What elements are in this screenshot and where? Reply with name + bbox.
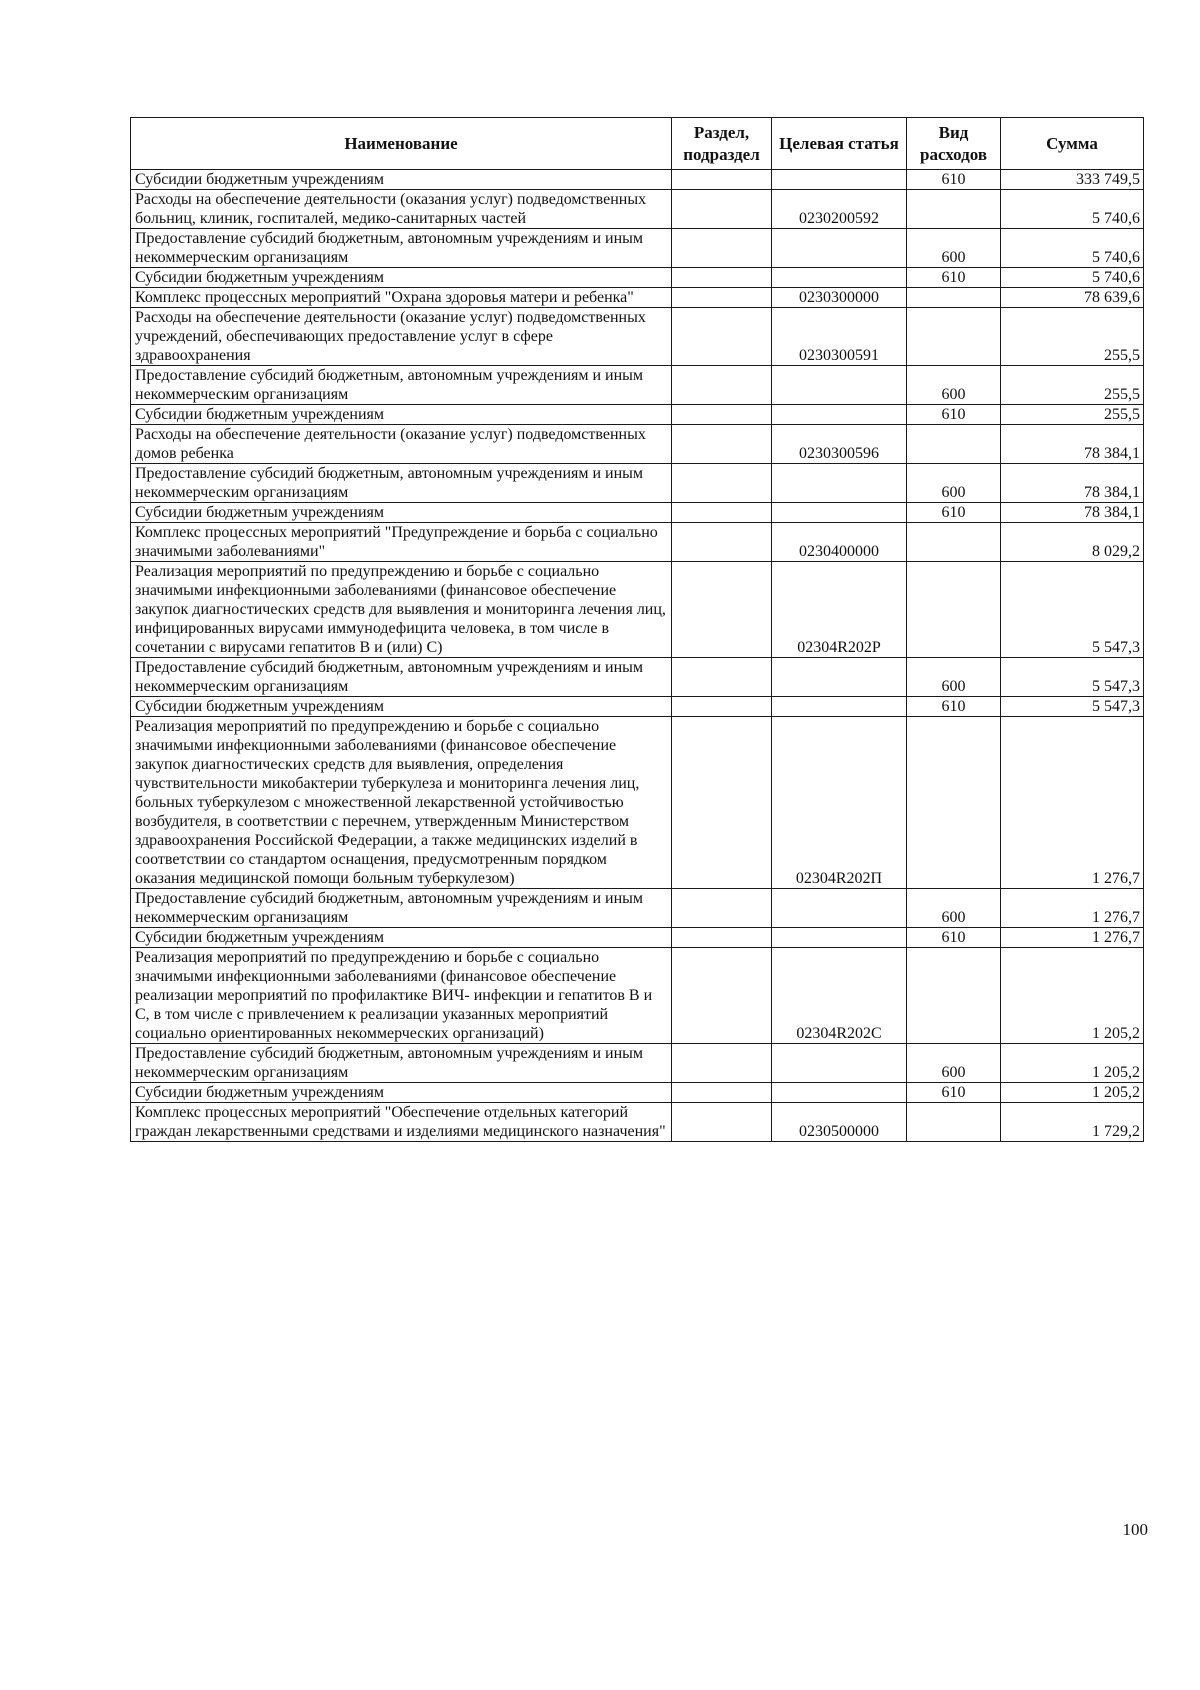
cell-kind: 600	[907, 464, 1001, 503]
cell-section	[672, 288, 772, 308]
cell-target: 02304R202П	[772, 717, 907, 889]
cell-kind: 610	[907, 170, 1001, 190]
cell-name: Субсидии бюджетным учреждениям	[131, 1083, 672, 1103]
cell-kind	[907, 523, 1001, 562]
cell-sum: 78 384,1	[1001, 503, 1144, 523]
table-row	[131, 425, 1144, 464]
cell-target: 0230400000	[772, 523, 907, 562]
cell-sum: 1 205,2	[1001, 1083, 1144, 1103]
cell-kind	[907, 948, 1001, 1044]
cell-kind: 600	[907, 1044, 1001, 1083]
cell-target: 0230300596	[772, 425, 907, 464]
cell-target	[772, 170, 907, 190]
cell-kind	[907, 1103, 1001, 1142]
cell-section	[672, 1044, 772, 1083]
cell-kind: 610	[907, 405, 1001, 425]
cell-name: Субсидии бюджетным учреждениям	[131, 697, 672, 717]
cell-section	[672, 503, 772, 523]
table-row	[131, 697, 1144, 717]
table-row	[131, 562, 1144, 658]
cell-kind	[907, 288, 1001, 308]
cell-sum: 5 547,3	[1001, 562, 1144, 658]
header-section: Раздел, подраздел	[672, 118, 772, 170]
cell-name: Расходы на обеспечение деятельности (оказание услуг) подведомственных домов ребенка	[131, 425, 672, 464]
cell-kind: 610	[907, 1083, 1001, 1103]
table-row	[131, 1083, 1144, 1103]
cell-kind: 610	[907, 268, 1001, 288]
cell-kind: 600	[907, 889, 1001, 928]
cell-name: Субсидии бюджетным учреждениям	[131, 268, 672, 288]
cell-sum: 1 276,7	[1001, 928, 1144, 948]
cell-section	[672, 425, 772, 464]
cell-kind: 600	[907, 229, 1001, 268]
cell-sum: 1 205,2	[1001, 1044, 1144, 1083]
cell-target	[772, 366, 907, 405]
budget-table	[130, 117, 1144, 1142]
table-row	[131, 288, 1144, 308]
table-row	[131, 503, 1144, 523]
cell-kind: 600	[907, 366, 1001, 405]
cell-section	[672, 717, 772, 889]
cell-sum: 8 029,2	[1001, 523, 1144, 562]
cell-sum: 5 740,6	[1001, 268, 1144, 288]
cell-section	[672, 405, 772, 425]
cell-sum: 255,5	[1001, 366, 1144, 405]
cell-target	[772, 464, 907, 503]
header-target: Целевая статья	[772, 118, 907, 170]
table-row	[131, 948, 1144, 1044]
cell-sum: 1 205,2	[1001, 948, 1144, 1044]
cell-name: Расходы на обеспечение деятельности (оказания услуг) подведомственных больниц, клиник, госпиталей, медико-санитарных частей	[131, 190, 672, 229]
cell-kind: 600	[907, 658, 1001, 697]
cell-kind	[907, 425, 1001, 464]
cell-name: Предоставление субсидий бюджетным, автономным учреждениям и иным некоммерческим организациям	[131, 1044, 672, 1083]
cell-target: 0230200592	[772, 190, 907, 229]
cell-name: Предоставление субсидий бюджетным, автономным учреждениям и иным некоммерческим организациям	[131, 229, 672, 268]
cell-sum: 78 384,1	[1001, 464, 1144, 503]
cell-sum: 78 639,6	[1001, 288, 1144, 308]
cell-target: 0230300591	[772, 308, 907, 366]
cell-target: 0230300000	[772, 288, 907, 308]
table-header-row	[131, 118, 1144, 170]
cell-section	[672, 562, 772, 658]
cell-target	[772, 1044, 907, 1083]
table-row	[131, 1103, 1144, 1142]
cell-kind	[907, 562, 1001, 658]
table-row	[131, 1044, 1144, 1083]
cell-section	[672, 658, 772, 697]
cell-sum: 5 547,3	[1001, 658, 1144, 697]
cell-name: Реализация мероприятий по предупреждению и борьбе с социально значимыми инфекционными заболеваниями (финансовое обеспечение реализации мероприятий по профилактике ВИЧ- инфекции и гепатитов В и С, в том числе с привлечением к реализации указанных мероприятий социально ориентированных некоммерческих организаций)	[131, 948, 672, 1044]
cell-section	[672, 464, 772, 503]
cell-target: 0230500000	[772, 1103, 907, 1142]
cell-target	[772, 658, 907, 697]
table-body	[131, 170, 1144, 1142]
cell-target	[772, 1083, 907, 1103]
cell-target	[772, 405, 907, 425]
table-row	[131, 523, 1144, 562]
cell-sum: 78 384,1	[1001, 425, 1144, 464]
cell-sum: 333 749,5	[1001, 170, 1144, 190]
cell-name: Субсидии бюджетным учреждениям	[131, 503, 672, 523]
cell-name: Предоставление субсидий бюджетным, автономным учреждениям и иным некоммерческим организациям	[131, 366, 672, 405]
table-row	[131, 405, 1144, 425]
cell-name: Предоставление субсидий бюджетным, автономным учреждениям и иным некоммерческим организациям	[131, 658, 672, 697]
cell-section	[672, 928, 772, 948]
cell-target	[772, 229, 907, 268]
cell-kind: 610	[907, 928, 1001, 948]
cell-section	[672, 308, 772, 366]
cell-section	[672, 948, 772, 1044]
cell-name: Субсидии бюджетным учреждениям	[131, 928, 672, 948]
table-row	[131, 658, 1144, 697]
table-row	[131, 366, 1144, 405]
cell-target	[772, 697, 907, 717]
table-row	[131, 717, 1144, 889]
cell-name: Предоставление субсидий бюджетным, автономным учреждениям и иным некоммерческим организациям	[131, 464, 672, 503]
page-number: 100	[1122, 1520, 1148, 1539]
cell-name: Реализация мероприятий по предупреждению и борьбе с социально значимыми инфекционными заболеваниями (финансовое обеспечение закупок диагностических средств для выявления, определения чувствительности микобактерии туберкулеза и мониторинга лечения лиц, больных туберкулезом с множественной лекарственной устойчивостью возбудителя, в соответствии с перечнем, утвержденным Министерством здравоохранения Российской Федерации, а также медицинских изделий в соответствии со стандартом оснащения, предусмотренным порядком оказания медицинской помощи больным туберкулезом)	[131, 717, 672, 889]
table-row	[131, 308, 1144, 366]
table-row	[131, 190, 1144, 229]
cell-section	[672, 697, 772, 717]
cell-sum: 5 740,6	[1001, 229, 1144, 268]
cell-name: Субсидии бюджетным учреждениям	[131, 170, 672, 190]
cell-name: Комплекс процессных мероприятий "Предупреждение и борьба с социально значимыми заболеваниями"	[131, 523, 672, 562]
cell-name: Реализация мероприятий по предупреждению и борьбе с социально значимыми инфекционными заболеваниями (финансовое обеспечение закупок диагностических средств для выявления и мониторинга лечения лиц, инфицированных вирусами иммунодефицита человека, в том числе в сочетании с вирусами гепатитов B и (или) C)	[131, 562, 672, 658]
cell-sum: 1 276,7	[1001, 889, 1144, 928]
cell-name: Предоставление субсидий бюджетным, автономным учреждениям и иным некоммерческим организациям	[131, 889, 672, 928]
cell-name: Комплекс процессных мероприятий "Обеспечение отдельных категорий граждан лекарственными средствами и изделиями медицинского назначения"	[131, 1103, 672, 1142]
cell-sum: 1 276,7	[1001, 717, 1144, 889]
cell-section	[672, 268, 772, 288]
header-sum: Сумма	[1001, 118, 1144, 170]
table-row	[131, 464, 1144, 503]
cell-target: 02304R202C	[772, 948, 907, 1044]
table-row	[131, 928, 1144, 948]
cell-kind: 610	[907, 697, 1001, 717]
cell-name: Субсидии бюджетным учреждениям	[131, 405, 672, 425]
cell-target	[772, 928, 907, 948]
table-row	[131, 170, 1144, 190]
cell-section	[672, 170, 772, 190]
cell-sum: 255,5	[1001, 308, 1144, 366]
cell-target	[772, 268, 907, 288]
cell-section	[672, 366, 772, 405]
cell-target: 02304R202P	[772, 562, 907, 658]
cell-target	[772, 889, 907, 928]
cell-kind	[907, 190, 1001, 229]
header-kind: Вид расходов	[907, 118, 1001, 170]
cell-sum: 1 729,2	[1001, 1103, 1144, 1142]
cell-sum: 255,5	[1001, 405, 1144, 425]
cell-target	[772, 503, 907, 523]
cell-name: Расходы на обеспечение деятельности (оказание услуг) подведомственных учреждений, обеспечивающих предоставление услуг в сфере здравоохранения	[131, 308, 672, 366]
header-name: Наименование	[131, 118, 672, 170]
cell-kind: 610	[907, 503, 1001, 523]
cell-section	[672, 889, 772, 928]
cell-sum: 5 547,3	[1001, 697, 1144, 717]
cell-section	[672, 523, 772, 562]
cell-section	[672, 1103, 772, 1142]
cell-kind	[907, 308, 1001, 366]
cell-sum: 5 740,6	[1001, 190, 1144, 229]
cell-section	[672, 190, 772, 229]
table-row	[131, 268, 1144, 288]
cell-name: Комплекс процессных мероприятий "Охрана здоровья матери и ребенка"	[131, 288, 672, 308]
table-row	[131, 889, 1144, 928]
table-row	[131, 229, 1144, 268]
cell-kind	[907, 717, 1001, 889]
cell-section	[672, 1083, 772, 1103]
cell-section	[672, 229, 772, 268]
